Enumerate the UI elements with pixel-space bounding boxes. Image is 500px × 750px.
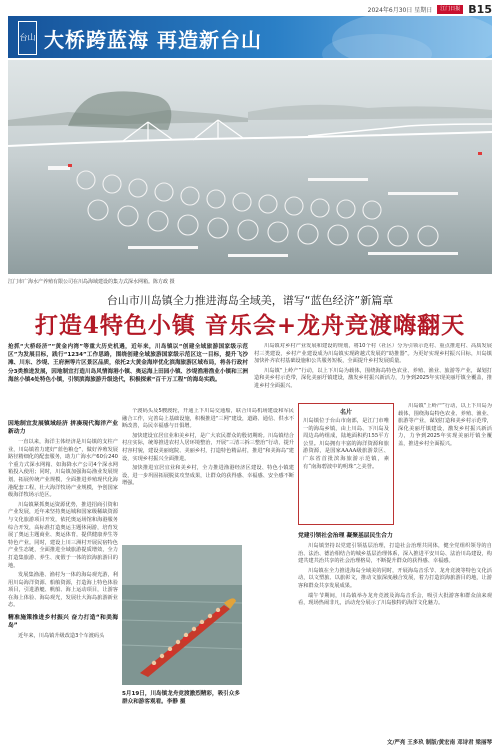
right-column-bottom — [298, 528, 492, 728]
middle-column — [122, 408, 294, 540]
profile-box-title: 名片 — [339, 409, 352, 416]
right-column-top — [254, 343, 492, 401]
article-subtitle: 台山市川岛镇全力推进海岛全域美，谱写“蓝色经济”新篇章 — [106, 294, 394, 307]
town-profile-box — [298, 403, 394, 525]
paragraph: 一直以来，海洋主体经济是川岛镇的支柱产业，川岛镇着力建好“蓝色粮仓”，做好养殖发展路径精细化的配套服务，助力广海水产60台240个重力式深水网箱、如海降水产公司4个深水网箱投入使用；同时，川岛镇加强海岛渔业发展规划，拓展传统产业规模，全面推进养殖现代化海港配套工程，壮大海洋牧场产业规模，争创国家级海洋牧场示范区。 — [8, 439, 118, 499]
article-lead: 抢抓“大桥经济”“黄金内湾”等重大历史机遇，近年来，川岛镇以“创建全域旅游国家级示范区”为发展目标，践行“1234”工作思路，围绕创建全域旅游国家级示范区这一目标，提升飞沙滩、川东、沙堤、王府洲等片区景区品质，依托2大黄金海岸优化滨海旅游区域布局，将各行政村分3类推进发展，因地制宜打造川岛风情海港小镇、奥运海上田园小镇、沙堤渔港渔业小镇和三洲海丝小镇4处特色小镇，引领滨海旅游升级迭代，积极探索“百千万工程”的海岛实践。 — [8, 344, 248, 383]
main-photo-caption: 江门市广海水产养殖有限公司在川岛海域建设的集力式深水网箱。陈方政 摄 — [8, 279, 175, 285]
paragraph: 近年来，川岛镇升级改造3个车渡码头 — [18, 633, 105, 640]
paragraph: 端午节期间，川岛镇举办龙舟竞渡及海岛音乐会，吸引大批游客和群众前来观看，现场热闹非凡，活动充分展示了川岛独特的海洋文化魅力。 — [298, 592, 492, 607]
dragon-boat-caption: 5月19日，川岛镇龙舟竞渡激烈精彩，吸引众多群众和游客观看。李静 摄 — [122, 691, 240, 705]
banner-title: 大桥跨蓝海 再造新台山 — [44, 28, 262, 52]
paragraph: 个渡码头及5艘渡轮，开通上下川岛交通船，联合川岛机场建设和军民融合工作，完善岛上基础设施，积极推进“三网”建设，道路、通信、供水不断改善，岛民幸福感与日俱增。 — [122, 408, 294, 430]
page-header-info — [368, 3, 492, 15]
paragraph: 发展集渔港、渔村为一体的海岛观光游，利用川岛海洋资源、船舶资源，打造海上特色体验项目，引进游艇、帆船、海上运动项目，让游客在海上体验、海岛观光，发展壮大海岛旅游新业态。 — [8, 572, 118, 609]
page-number: B15 — [468, 2, 492, 16]
issue-date: 2024年6月30日 星期日 — [367, 6, 433, 14]
left-column — [8, 416, 118, 746]
section-label: 台山 — [18, 21, 37, 55]
paragraph: 川岛镇“上岭产”行动，以上下川岛为载体，围绕海岛特色农业、养殖、渔业、旅游等产业，谋划打造和美乡村示范带，深化美丽圩镇建设，激发乡村振兴新活力，力争到2025年实现美丽圩镇全覆盖，推进乡村全面振兴。 — [254, 367, 492, 389]
paragraph: 川岛镇坚持以党建引领基层治理，打造社会治理共同体，健全党组织领导的自治、法治、德治相结合的城乡基层治理体系，深入推进平安川岛、法治川岛建设，构建共建共治共享的社会治理格局，不断提升群众的获得感、幸福感。 — [298, 543, 492, 565]
paragraph: 加快推进宜居宜业和美乡村，全力推进渔港经济区建设、特色小镇建设，进一步巩固拓展脱贫攻坚成果，让群众的获得感、幸福感、安全感不断增强。 — [122, 465, 294, 487]
section-heading: 因地制宜发展镇域经济 拼凑现代海洋产业新动力 — [8, 421, 118, 435]
profile-box-text: 川岛镇位于台山市南部，是江门市唯一的海岛乡镇，由上川岛、下川岛及周边岛屿组成，陆地面积约155平方公里。川岛拥有丰富的海洋资源和旅游资源，是国家AAAA级旅游景区、广东省首批滨海旅游示范镇，素有“南海碧波中的明珠”之美誉。 — [303, 418, 389, 470]
section-banner — [8, 16, 492, 58]
section-heading: 精准施策推进乡村振兴 奋力打造“和美海岛” — [8, 615, 118, 630]
paragraph: 川岛镇在全力推进海岛全域美的同时，开展海岛音乐节、龙舟竞渡等特色文化活动，以文塑旅、以旅彰文，推动文旅深度融合发展，着力打造滨海旅游目的地，让游客和群众共享发展成果。 — [298, 567, 492, 589]
section-heading: 党建引领社会治理 凝聚基层民生合力 — [298, 533, 393, 539]
dragon-boat-photo — [122, 545, 242, 685]
paragraph: 加快建设宜居宜业和美乡村，是广大农民群众的殷切期盼。川岛镇结合村庄实际，统筹推进农村人居环境整治，开展“三清三拆三整治”行动，提升村容村貌，建设美丽庭院、美丽乡村，打造特色精品村，推进“和美海岛”建设，实现乡村振兴全面推进。 — [122, 432, 294, 462]
article-title: 打造4特色小镇 音乐会+龙舟竞渡嗨翻天 — [34, 312, 466, 339]
article-credits: 文/严亮 王多玖 制版/黄宏南 邓诗君 梁丽琴 — [386, 740, 492, 746]
main-photo — [8, 60, 492, 274]
right-column-side — [398, 403, 492, 525]
paragraph: 川岛镇紧抓奥运资源优势，推进招商引资和产业发展，近年来坚持奥运城和国家级稀缺资源与文化旅游项目开发，依托奥运场馆和海港服务综合开发，高标准打造奥运主题休闲游，培育发展了奥运主题商业、奥运体育，提供健康养生等特色产业。同时，建设上川三洲村开展民宿特色产业生态链，全面推进全域旅游提质增效，全力打造集旅游、养生、度假于一体的滨海旅游目的地。 — [8, 501, 118, 569]
paragraph: 川岛镇“上岭产”行动，以上下川岛为载体，围绕海岛特色农业、养殖、渔业、旅游等产业，谋划打造和美乡村示范带，深化美丽圩镇建设，激发乡村振兴新活力，力争到2025年实现美丽圩镇全覆盖，推进乡村全面振兴。 — [398, 403, 492, 447]
dragon-boat-illustration — [122, 545, 242, 685]
aerial-sea-illustration — [8, 60, 492, 274]
paragraph: 川岛镇对乡村产业发展和建设的规划，将10个村（社区）分为引领示范村、重点推进村、高质发展村三类建设，乡村产业建设成为川岛镇实现跨越式发展的“助推器”。为更好实现乡村振兴目标，川岛镇加快补齐农村基础设施和公共服务短板，全面提升乡村发展质量。 — [254, 343, 492, 365]
edition-tag: 江门日报 — [437, 5, 463, 14]
